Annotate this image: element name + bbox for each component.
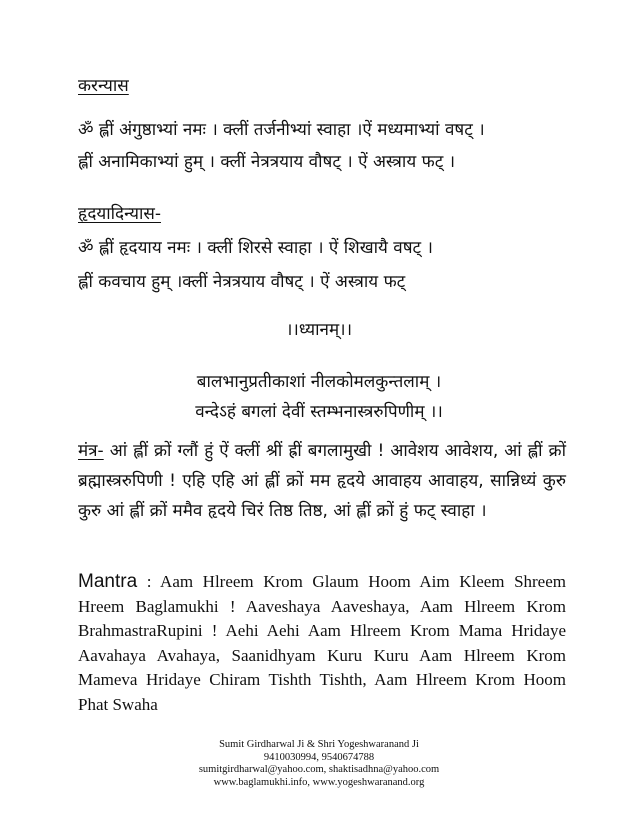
mantra-roman-label: Mantra: [78, 571, 138, 592]
footer-emails: sumitgirdharwal@yahoo.com, shaktisadhna@yahoo.com: [198, 764, 440, 776]
karanyasa-line-1: ॐ ह्लीं अंगुष्ठाभ्यां नमः । क्लीं तर्जनीभ्यां स्वाहा ।ऐं मध्यमाभ्यां वषट् ।: [78, 120, 485, 140]
hridayadinyasa-line-2: ह्लीं कवचाय हुम् ।क्लीं नेत्रत्रयाय वौषट् । ऐं अस्त्राय फट्: [78, 272, 406, 292]
mantra-roman-paragraph: [78, 570, 566, 717]
karanyasa-line-2: ह्लीं अनामिकाभ्यां हुम् । क्लीं नेत्रत्रयाय वौषट् । ऐं अस्त्राय फट् ।: [78, 152, 456, 172]
hridayadinyasa-line-1: ॐ ह्लीं हृदयाय नमः । क्लीं शिरसे स्वाहा । ऐं शिखायै वषट् ।: [78, 238, 433, 258]
dhyanam-line-1: बालभानुप्रतीकाशां नीलकोमलकुन्तलाम् ।: [196, 372, 442, 392]
karanyasa-heading: करन्यास: [78, 76, 129, 96]
dhyanam-line-2: वन्देऽहं बगलां देवीं स्तम्भनास्त्ररुपिणीम् ।।: [195, 402, 443, 422]
footer-contact: [0, 739, 638, 789]
hridayadinyasa-heading: हृदयादिन्यास-: [78, 204, 161, 224]
mantra-roman-text: : Aam Hlreem Krom Glaum Hoom Aim Kleem Shreem Hreem Baglamukhi ! Aaveshaya Aaveshaya, Aam Hlreem Krom BrahmastraRupini ! Aehi Aehi Aam Hlreem Krom Mama Hridaye Aavahaya Avahaya, Saanidhyam Kuru Kuru Aam Hlreem Krom Mameva Hridaye Chiram Tishth Tishth, Aam Hlreem Krom Hoom Phat Swaha: [78, 572, 566, 714]
footer-websites: www.baglamukhi.info, www.yogeshwaranand.org: [213, 776, 425, 788]
footer-authors: Sumit Girdharwal Ji & Shri Yogeshwaranand Ji: [219, 739, 419, 750]
mantra-devanagari-label: मंत्र-: [78, 441, 104, 461]
dhyanam-title: ।।ध्यानम्।।: [285, 320, 353, 340]
mantra-devanagari-text: आं ह्लीं क्रों ग्लौं हुं ऐं क्लीं श्रीं ह्रीं बगलामुखी ! आवेशय आवेशय, आं ह्लीं क्रों ब्रह्मास्त्ररुपिणी ! एहि एहि आं ह्लीं क्रों मम हृदये आवाहय आवाहय, सान्निध्यं कुरु कुरु आं ह्लीं क्रों ममैव हृदये चिरं तिष्ठ तिष्ठ, आं ह्लीं क्रों हुं फट् स्वाहा ।: [78, 441, 566, 521]
mantra-devanagari-paragraph: [78, 436, 566, 526]
footer-phone: 9410030994, 9540674788: [263, 751, 375, 763]
